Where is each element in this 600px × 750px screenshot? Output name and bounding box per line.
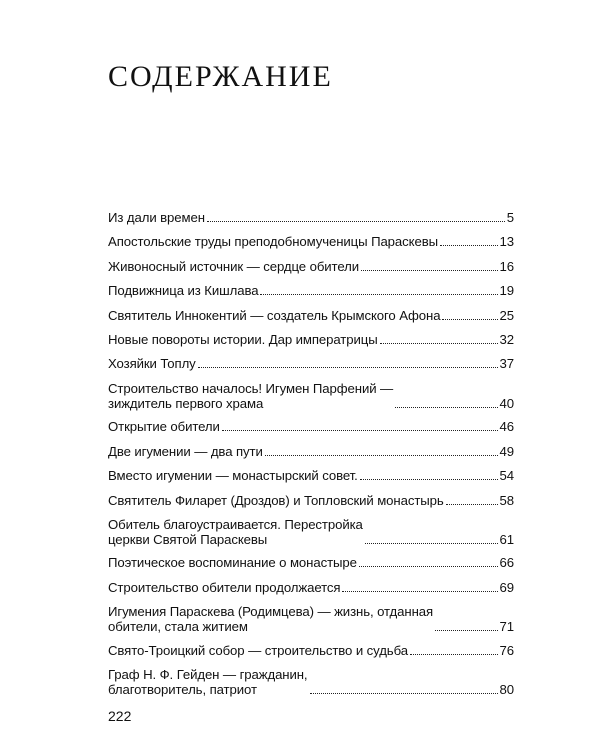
toc-entry-page: 71 — [499, 619, 514, 635]
toc-entry-title — [108, 356, 196, 371]
toc-entry — [108, 283, 514, 298]
toc-entry-title-line: Хозяйки Топлу — [108, 356, 196, 372]
dot-leader — [440, 245, 498, 246]
dot-leader — [435, 630, 498, 631]
toc-entry-title — [108, 604, 433, 634]
toc-entry-title-line: благотворитель, патриот — [108, 682, 257, 698]
toc-entry-title-line: Святитель Иннокентий — создатель Крымского Афона — [108, 307, 441, 323]
toc-entry — [108, 517, 514, 547]
toc-entry-title — [108, 283, 258, 298]
toc-entry-title — [108, 643, 408, 658]
toc-entry-title-line: Вместо игумении — монастырский совет. — [108, 468, 358, 484]
toc-entry-title-line: Свято-Троицкий собор — строительство и судьба — [108, 642, 408, 658]
toc-entry-page: 37 — [499, 356, 514, 372]
toc-entry — [108, 308, 514, 323]
toc-entry-title — [108, 555, 357, 570]
dot-leader — [310, 693, 498, 694]
dot-leader — [360, 479, 498, 480]
toc-entry — [108, 493, 514, 508]
dot-leader — [395, 407, 497, 408]
toc-entry-title — [108, 468, 358, 483]
toc-entry-title-line: Граф Н. Ф. Гейден — гражданин, — [108, 667, 308, 683]
toc-entry-title-line: Открытие обители — [108, 419, 220, 435]
toc-entry-title-line: Поэтическое воспоминание о монастыре — [108, 555, 357, 571]
toc-entry-title — [108, 493, 444, 508]
toc-entry-page: 13 — [499, 234, 514, 250]
toc-entry-title-line: Две игумении — два пути — [108, 443, 263, 459]
toc-entry-title — [108, 580, 340, 595]
dot-leader — [442, 319, 497, 320]
toc-entry-title — [108, 234, 438, 249]
toc-entry-title-line: Апостольские труды преподобномученицы Параскевы — [108, 234, 438, 250]
toc-entry — [108, 356, 514, 371]
toc-entry-title — [108, 667, 308, 697]
toc-entry-title-line: Новые повороты истории. Дар императрицы — [108, 331, 378, 347]
toc-entry — [108, 210, 514, 225]
toc-entry-page: 46 — [499, 419, 514, 435]
toc-entry-title-line: Игумения Параскева (Родимцева) — жизнь, отданная — [108, 604, 434, 620]
toc-entry-page: 69 — [499, 579, 514, 595]
dot-leader — [222, 430, 498, 431]
toc-entry-title-line: Обитель благоустраивается. Перестройка — [108, 516, 363, 532]
toc-entry — [108, 234, 514, 249]
toc-entry-title — [108, 517, 363, 547]
toc-entry-title-line: Святитель Филарет (Дроздов) и Топловский монастырь — [108, 492, 444, 508]
toc-entry — [108, 580, 514, 595]
toc-entry — [108, 667, 514, 697]
dot-leader — [265, 455, 498, 456]
toc-entry-page: 58 — [499, 492, 514, 508]
toc-entry-title-line: Строительство началось! Игумен Парфений — — [108, 380, 394, 396]
toc-entry-title — [108, 332, 378, 347]
toc-entry-page: 76 — [499, 642, 514, 658]
toc-entry-page: 61 — [499, 531, 514, 547]
toc-entry-title — [108, 210, 205, 225]
toc-entry — [108, 604, 514, 634]
toc-entry — [108, 555, 514, 570]
toc-entry-title — [108, 444, 263, 459]
toc-entry-page: 32 — [499, 331, 514, 347]
toc-entry-page: 16 — [499, 258, 514, 274]
toc-entry-page: 40 — [499, 395, 514, 411]
toc-entry-page: 54 — [499, 468, 514, 484]
toc-entry-title-line: Живоносный источник — сердце обители — [108, 258, 359, 274]
toc-entry-page: 25 — [499, 307, 514, 323]
toc-entry — [108, 643, 514, 658]
dot-leader — [342, 591, 497, 592]
toc-entry-title — [108, 308, 440, 323]
toc-entry — [108, 332, 514, 347]
dot-leader — [446, 504, 498, 505]
page-number: 222 — [108, 708, 132, 724]
toc-entry — [108, 381, 514, 411]
toc-entry-page: 66 — [499, 555, 514, 571]
dot-leader — [410, 654, 498, 655]
dot-leader — [365, 543, 498, 544]
dot-leader — [359, 566, 498, 567]
toc-entry-page: 49 — [499, 443, 514, 459]
dot-leader — [361, 270, 498, 271]
page-title: СОДЕРЖАНИЕ — [108, 60, 333, 93]
dot-leader — [207, 221, 505, 222]
toc-entry-page: 5 — [506, 210, 514, 225]
toc-entry-title — [108, 259, 359, 274]
toc-entry-page: 80 — [499, 682, 514, 698]
toc-entry — [108, 444, 514, 459]
toc-entry-title-line: зиждитель первого храма — [108, 395, 264, 411]
toc-entry-title — [108, 381, 393, 411]
toc-entry-title — [108, 419, 220, 434]
toc-entry-title-line: Строительство обители продолжается — [108, 579, 341, 595]
toc-entry — [108, 419, 514, 434]
toc-entry-title-line: Подвижница из Кишлава — [108, 283, 259, 299]
dot-leader — [260, 294, 497, 295]
toc-entry-title-line: церкви Святой Параскевы — [108, 531, 268, 547]
toc-entry-title-line: обители, стала житием — [108, 619, 248, 635]
table-of-contents — [108, 210, 514, 706]
toc-entry — [108, 259, 514, 274]
toc-entry-title-line: Из дали времен — [108, 210, 205, 225]
toc-entry-page: 19 — [499, 283, 514, 299]
dot-leader — [198, 367, 498, 368]
dot-leader — [380, 343, 498, 344]
toc-entry — [108, 468, 514, 483]
